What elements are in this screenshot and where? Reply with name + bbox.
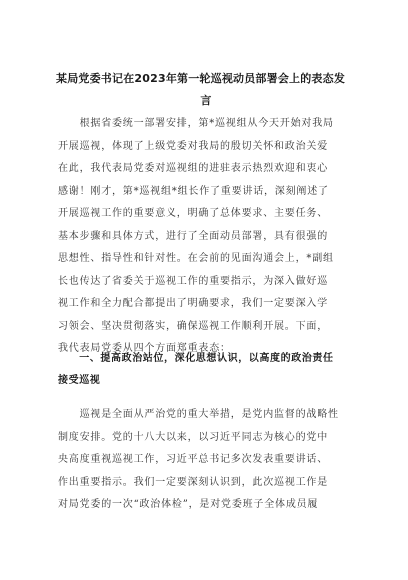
paragraph-line: 开展巡视工作的重要意义，明确了总体要求、主要任务、 [58, 208, 328, 219]
paragraph-line: 长也传达了省委关于巡视工作的重要指示，为深入做好巡 [58, 275, 328, 287]
paragraph-line: 制度安排。党的十八大以来，以习近平同志为核心的党中 [58, 431, 328, 443]
paragraph-line: 巡视是全面从严治党的重大举措，是党内监督的战略性 [58, 409, 339, 420]
opening-paragraph [58, 113, 358, 361]
paragraph-line: 央高度重视巡视工作，习近平总书记多次发表重要讲话、 [58, 454, 328, 465]
paragraph-line: 根据省委统一部署安排，第*巡视组从今天开始对我局 [58, 118, 334, 129]
heading-line: 一、提高政治站位，深化思想认识，以高度的政治责任 [58, 353, 334, 364]
document-title-line-2: 言 [200, 94, 212, 107]
document-title [56, 68, 356, 112]
paragraph-line: 我代表局党委从四个方面郑重表态： [58, 343, 231, 354]
document-title-line-1: 某局党委书记在2023年第一轮巡视动员部署会上的表态发 [56, 72, 346, 85]
section-1-heading [58, 348, 358, 392]
heading-line: 接受巡视 [58, 375, 101, 386]
paragraph-line: 开展巡视，体现了上级党委对我局的殷切关怀和政治关爱 [58, 140, 328, 152]
paragraph-line: 对局党委的一次“政治体检”，是对党委班子全体成员履 [58, 499, 319, 510]
paragraph-line: 基本步骤和具体方式，进行了全面动员部署，具有很强的 [58, 230, 328, 242]
paragraph-line: 视工作和全力配合都提出了明确要求，我们一定要深入学 [58, 298, 328, 309]
paragraph-line: 习领会、坚决贯彻落实，确保巡视工作顺利开展。下面， [58, 320, 328, 332]
paragraph-line: 在此，我代表局党委对巡视组的进驻表示热烈欢迎和衷心 [58, 163, 328, 174]
paragraph-line: 思想性、指导性和针对性。在会前的见面沟通会上，*副组 [58, 253, 334, 264]
paragraph-line: 感谢！刚才，第*巡视组*组长作了重要讲话，深刻阐述了 [58, 185, 329, 197]
section-1-paragraph [58, 404, 358, 517]
paragraph-line: 作出重要指示。我们一定要深刻认识到，此次巡视工作是 [58, 476, 328, 488]
